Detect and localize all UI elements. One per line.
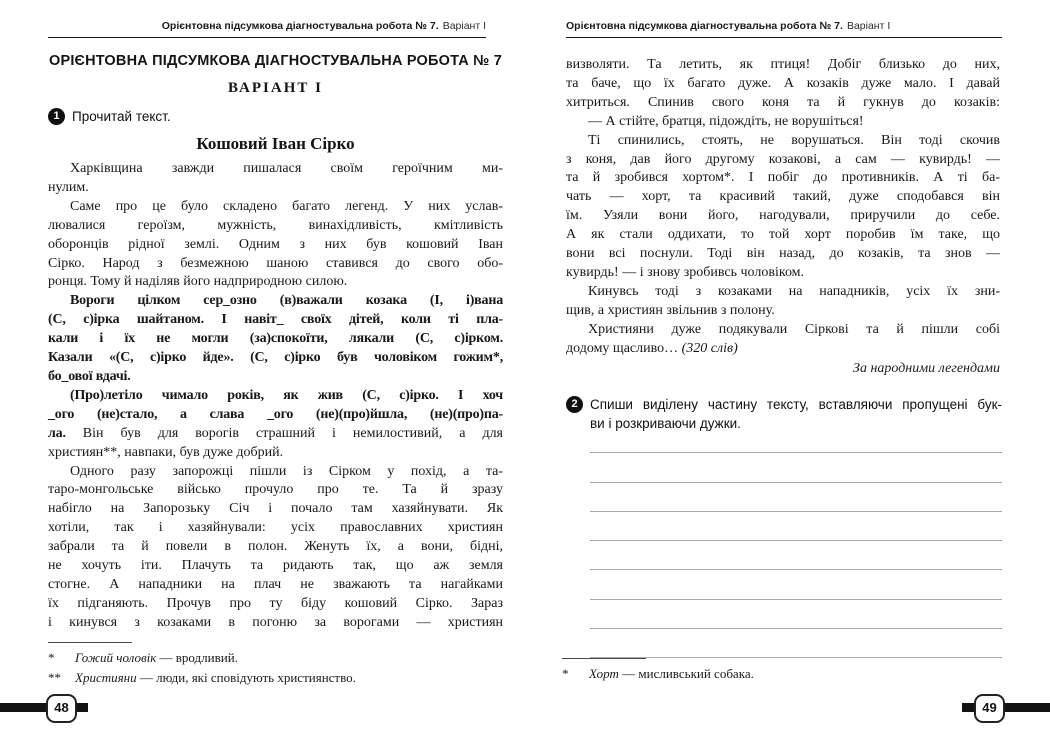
footnote-rule-left	[48, 642, 132, 643]
story-paragraph	[48, 463, 503, 633]
footnote-body	[589, 664, 754, 684]
story-paragraph	[566, 283, 1000, 321]
text-line: та й зробився хортом*. І побіг до противників. А ті ба-	[566, 170, 1000, 186]
text-line: таро-монгольське військо прочуло про те. Та й зразу	[48, 482, 503, 498]
story-paragraph	[566, 56, 1000, 113]
attribution: За народними легендами	[853, 361, 1000, 376]
footnote	[48, 668, 503, 688]
task-1-number-badge: 1	[48, 108, 65, 125]
task-2-text-line: Спиши виділену частину тексту, вставляючи пропущені бук-	[590, 397, 1002, 412]
text-line: хитриться. Спинив свого коня та й гукнув до козаків:	[566, 94, 1000, 110]
footnote-rule-right	[562, 658, 646, 659]
text-line: — А стійте, братця, підождіть, не ворушіться!	[588, 113, 864, 129]
text-line: їм. Узяли вони його, нагодували, приручили до себе.	[566, 208, 1000, 224]
text-line: А як стали оддихати, то той хорт поробив їм таке, що	[566, 227, 1000, 243]
text-line: та баче, що їх багато дуже. А козаків дуже мало. І давай	[566, 75, 1000, 91]
footnote-text: — вродливий.	[156, 650, 238, 665]
footnote-term: Гожий чоловік	[75, 650, 157, 665]
writing-line	[590, 541, 1002, 570]
writing-line	[590, 600, 1002, 629]
text-line: нулим.	[48, 179, 89, 195]
writing-line	[590, 629, 1002, 658]
story-paragraph	[48, 160, 503, 198]
writing-line	[590, 570, 1002, 599]
text-line: вони всі поснули. Тоді він назад, до козаків, та знов —	[566, 246, 1000, 262]
footnote-marker: *	[48, 650, 55, 665]
footnote-term: Хорт	[589, 666, 619, 681]
footnotes-right	[562, 664, 1000, 684]
text-line: Сірко. Народ з безмежною шаною ставився до свого обо-	[48, 255, 503, 271]
text-line: Християни дуже подякували Сіркові та й пішли собі	[588, 321, 1000, 337]
footnote-term: Християни	[75, 669, 137, 685]
writing-lines	[590, 424, 1002, 658]
running-header-left-bold: Орієнтовна підсумкова діагностувальна робота № 7.	[161, 20, 439, 32]
text-line: їх підганяють. Прочув про ту біду кошовий Сірко. Зараз	[48, 595, 503, 611]
text-line: християн**, навпаки, був дуже добрий.	[48, 444, 284, 460]
story-body-left	[48, 160, 503, 633]
footnote-marker: **	[48, 669, 61, 685]
story-paragraph	[566, 113, 1000, 132]
text-line: Харківщина завжди пишалася своїм героїчним ми-	[70, 161, 503, 176]
writing-line	[590, 453, 1002, 482]
footnotes-left	[48, 648, 503, 687]
story-paragraph	[48, 387, 503, 463]
footnote-text: — люди, які сповідують християнство.	[136, 669, 356, 685]
text-line: кувирдь! — і знову зробивсь чоловіком.	[566, 264, 805, 280]
footnote	[48, 648, 503, 668]
story-title: Кошовий Іван Сірко	[196, 134, 355, 153]
text-line: чать — хорт, та красивий такий, дуже сподобався він	[566, 189, 1000, 205]
writing-line	[590, 512, 1002, 541]
text-line: забрали та й повели в полон. Женуть їх, а вони, бідні,	[48, 539, 503, 555]
story-body-right	[566, 56, 1000, 359]
writing-line	[590, 424, 1002, 453]
running-header-right	[566, 20, 1002, 38]
page-number-badge-right: 49	[974, 694, 1005, 723]
variant-title: ВАРІАНТ І	[228, 80, 323, 96]
running-header-left-variant: Варіант І	[442, 20, 486, 32]
text-line: (С, с)ірка шайтаном. І навіт_ своїх дітей, коли ті пла-	[48, 312, 503, 328]
worksheet-title: ОРІЄНТОВНА ПІДСУМКОВА ДІАГНОСТУВАЛЬНА РОБОТА № 7	[48, 53, 503, 69]
running-header-right-bold: Орієнтовна підсумкова діагностувальна робота № 7.	[566, 20, 843, 32]
running-header-right-variant: Варіант І	[846, 20, 891, 32]
text-line: з коня, дав його другому козакові, а сам — кувирдь! —	[566, 151, 1000, 167]
text-line: Ті спинились, стоять, не ворушаться. Він тоді скочив	[588, 132, 1000, 148]
text-line: Казали «(С, с)ірко йде». (С, с)ірко був чоловіком гожим*,	[48, 350, 503, 366]
task-2-text-line: ви і розкриваючи дужки.	[590, 416, 741, 431]
text-line: _ого (не)стало, а слава _ого (не)(про)йшла, (не)(про)па-	[48, 406, 503, 422]
story-paragraph	[566, 321, 1000, 359]
text-line: Одного разу запорожці пішли із Сірком у похід, а та-	[70, 463, 503, 479]
text-line: додому щасливо… (320 слів)	[566, 340, 738, 356]
task-1-label: Прочитай текст.	[72, 109, 171, 124]
story-paragraph	[48, 198, 503, 293]
text-line: оборонців рідної землі. Одним з них був кошовий Іван	[48, 236, 503, 252]
text-line: Кинувсь тоді з козаками на нападників, усіх їх зни-	[588, 283, 1000, 299]
text-line: набігло на Запорозьку Січ і почало там хазяйнувати. Як	[48, 501, 503, 517]
text-line: хотіли, так і хазяйнували: усіх православних християн	[48, 520, 503, 536]
story-paragraph	[48, 292, 503, 387]
writing-line	[590, 483, 1002, 512]
text-line: визволяти. Та летить, як птиця! Добіг близько до них,	[566, 57, 1000, 72]
text-line: лювалися героїзм, мужність, винахідливість, кмітливість	[48, 217, 503, 233]
text-line: і кинувся з козаками в погоню за ворогами — християн	[48, 614, 503, 630]
footnote-body	[75, 648, 238, 668]
text-line: ронця. Тому й наділяв його надприродною силою.	[48, 274, 348, 290]
text-line: (Про)летіло чимало років, як жив (С, с)ірко. І хоч	[70, 387, 503, 403]
text-line: бо_ової вдачі.	[48, 368, 131, 384]
text-line: не хочуть іти. Плачуть та ридають так, що аж земля	[48, 558, 503, 574]
text-line: кали і їх не могли (за)спокоїти, лякали (С, с)ірком.	[48, 331, 503, 347]
footnote-body	[75, 668, 356, 688]
running-header-left	[48, 20, 486, 38]
story-paragraph	[566, 132, 1000, 283]
text-line: Вороги цілком сер_озно (в)важали козака (І, і)вана	[70, 293, 503, 309]
text-line: ла. Він був для ворогів страшний і немилостивий, а для	[48, 425, 503, 441]
text-line: стогне. А нападники на плач не зважають та нагайками	[48, 576, 503, 592]
footnote-text: — мисливський собака.	[618, 666, 754, 681]
page-number-badge-left: 48	[46, 694, 77, 723]
task-1	[48, 107, 503, 126]
text-line: щив, а християн звільнив з полону.	[566, 302, 775, 318]
footnote-marker: *	[562, 666, 569, 681]
footnote	[562, 664, 1000, 684]
text-line: Саме про це було складено багато легенд. У них услав-	[70, 198, 503, 214]
task-2-number-badge: 2	[566, 396, 583, 413]
